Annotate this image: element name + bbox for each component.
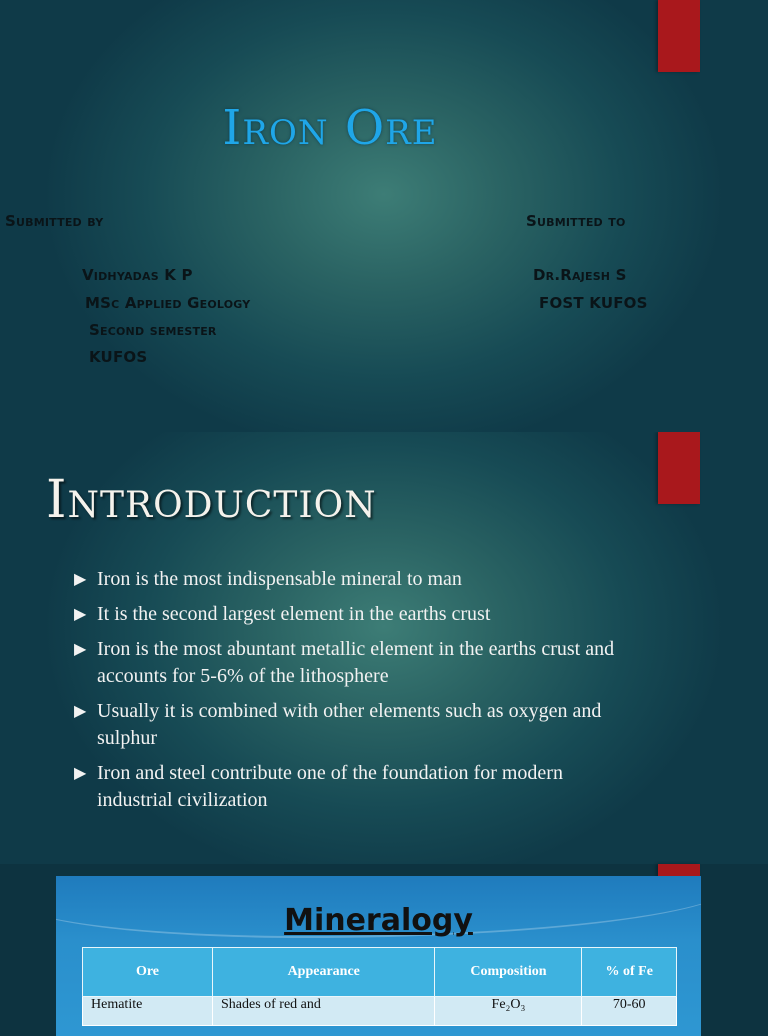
mineralogy-table — [82, 947, 677, 1026]
triangle-right-icon: ▶ — [74, 703, 87, 720]
red-accent-bar — [658, 432, 700, 504]
submitter-institution: KUFOS — [89, 348, 148, 366]
triangle-right-icon: ▶ — [74, 641, 87, 658]
bullet-text: Iron is the most indispensable mineral to man — [97, 568, 462, 590]
list-item — [74, 601, 634, 628]
list-item — [74, 566, 634, 593]
list-item — [74, 698, 634, 752]
table-row — [83, 997, 677, 1026]
cell-appearance: Shades of red and — [212, 997, 435, 1026]
submitter-program: MSc Applied Geology — [85, 294, 251, 312]
cell-ore: Hematite — [83, 997, 213, 1026]
mineralogy-panel — [56, 876, 701, 1036]
slide-title — [0, 0, 768, 432]
list-item — [74, 760, 634, 814]
bullet-text: It is the second largest element in the earths crust — [97, 603, 491, 625]
column-header-appearance: Appearance — [212, 948, 435, 997]
column-header-composition: Composition — [435, 948, 582, 997]
mineralogy-heading: Mineralogy — [284, 903, 473, 938]
red-accent-bar — [658, 0, 700, 72]
slide-title-heading: Iron Ore — [222, 100, 438, 156]
bullet-list — [74, 566, 634, 822]
bullet-text: Usually it is combined with other elements such as oxygen and sulphur — [97, 700, 602, 749]
triangle-right-icon: ▶ — [74, 571, 87, 588]
bullet-text: Iron is the most abuntant metallic element in the earths crust and accounts for 5-6% of the lithosphere — [97, 638, 615, 687]
cell-composition: Fe₂O₃ — [435, 997, 582, 1026]
list-item — [74, 636, 634, 690]
recipient-institution: FOST KUFOS — [539, 294, 648, 312]
bullet-text: Iron and steel contribute one of the foundation for modern industrial civilization — [97, 762, 563, 811]
recipient-name: Dr.Rajesh S — [533, 266, 627, 284]
triangle-right-icon: ▶ — [74, 606, 87, 623]
submitter-name: Vidhyadas K P — [82, 266, 193, 284]
cell-fe-percent: 70-60 — [582, 997, 677, 1026]
submitter-semester: Second semester — [89, 321, 217, 339]
column-header-ore: Ore — [83, 948, 213, 997]
triangle-right-icon: ▶ — [74, 765, 87, 782]
slide-mineralogy — [0, 864, 768, 1024]
submitted-by-label: Submitted by — [5, 212, 104, 230]
table-header-row — [83, 948, 677, 997]
submitted-to-label: Submitted to — [526, 212, 626, 230]
slide-introduction — [0, 432, 768, 864]
column-header-fe-percent: % of Fe — [582, 948, 677, 997]
introduction-heading: Introduction — [46, 470, 377, 530]
